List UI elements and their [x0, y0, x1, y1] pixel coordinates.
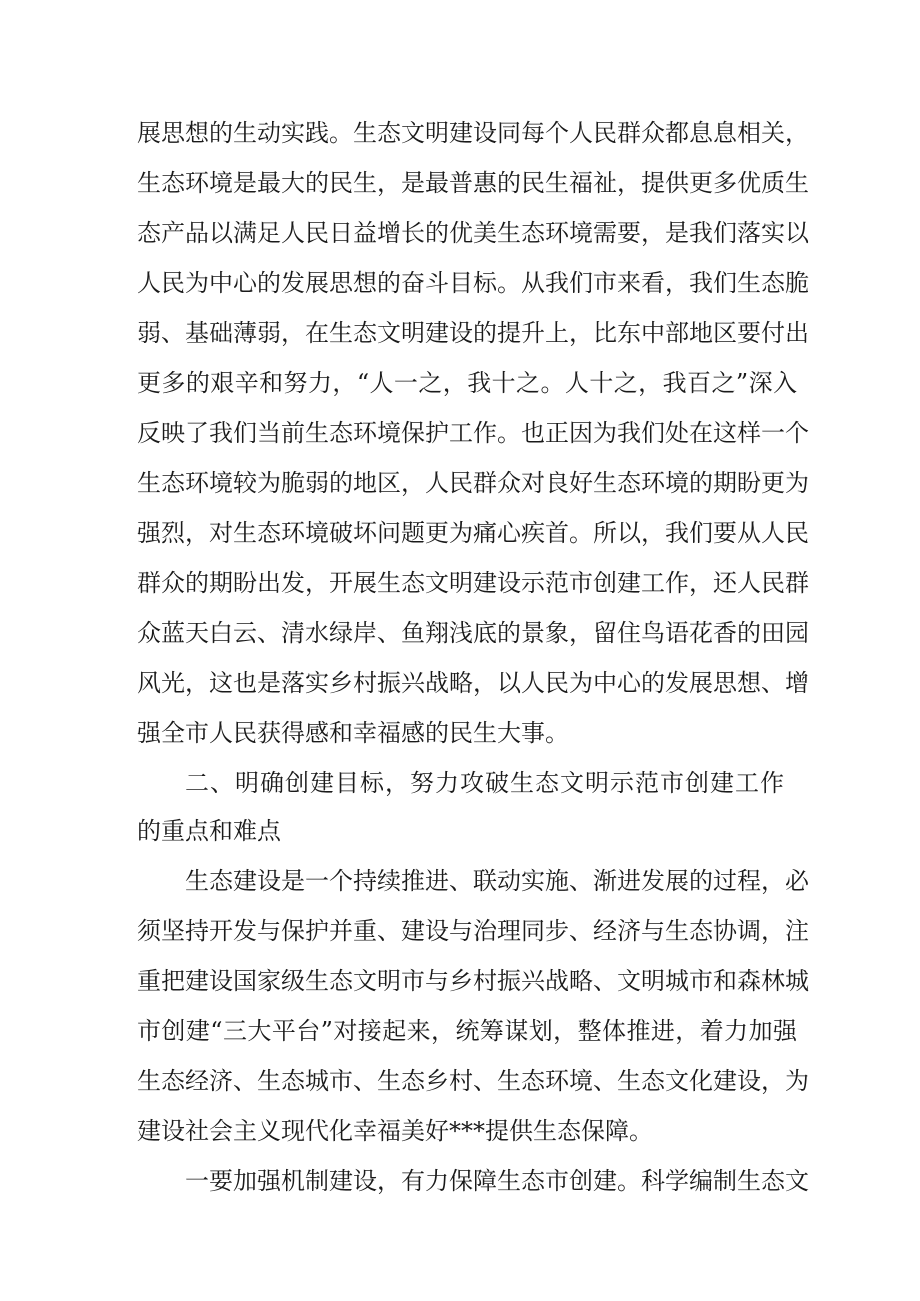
text-line: 市创建“三大平台”对接起来，统筹谋划，整体推进，着力加强 — [137, 1017, 797, 1045]
text-line: 众蓝天白云、清水绿岸、鱼翔浅底的景象，留住鸟语花香的田园 — [137, 619, 809, 647]
text-line: 生态经济、生态城市、生态乡村、生态环境、生态文化建设，为 — [137, 1067, 809, 1095]
text-line: 弱、基础薄弱，在生态文明建设的提升上，比东中部地区要付出 — [137, 319, 809, 347]
text-line: 强全市人民获得感和幸福感的民生大事。 — [137, 719, 569, 747]
text-line: 生态环境较为脆弱的地区，人民群众对良好生态环境的期盼更为 — [137, 469, 809, 497]
text-line: 生态环境是最大的民生，是最普惠的民生福祉，提供更多优质生 — [137, 169, 809, 197]
text-line: 一要加强机制建设，有力保障生态市创建。科学编制生态文 — [185, 1167, 809, 1195]
section-heading-line: 二、明确创建目标，努力攻破生态文明示范市创建工作 — [185, 769, 785, 797]
text-line: 强烈，对生态环境破坏问题更为痛心疾首。所以，我们要从人民 — [137, 519, 809, 547]
text-line: 建设社会主义现代化幸福美好***提供生态保障。 — [137, 1117, 653, 1145]
text-line: 更多的艰辛和努力，“人一之，我十之。人十之，我百之”深入 — [137, 369, 797, 397]
text-line: 态产品以满足人民日益增长的优美生态环境需要，是我们落实以 — [137, 219, 809, 247]
text-line: 生态建设是一个持续推进、联动实施、渐进发展的过程，必 — [185, 867, 809, 895]
text-line: 须坚持开发与保护并重、建设与治理同步、经济与生态协调，注 — [137, 917, 809, 945]
text-line: 展思想的生动实践。生态文明建设同每个人民群众都息息相关， — [137, 119, 809, 147]
text-line: 人民为中心的发展思想的奋斗目标。从我们市来看，我们生态脆 — [137, 269, 809, 297]
text-line: 群众的期盼出发，开展生态文明建设示范市创建工作，还人民群 — [137, 569, 809, 597]
text-line: 反映了我们当前生态环境保护工作。也正因为我们处在这样一个 — [137, 419, 809, 447]
text-line: 重把建设国家级生态文明市与乡村振兴战略、文明城市和森林城 — [137, 967, 809, 995]
text-line: 风光，这也是落实乡村振兴战略，以人民为中心的发展思想、增 — [137, 669, 809, 697]
section-heading-line: 的重点和难点 — [137, 817, 281, 845]
